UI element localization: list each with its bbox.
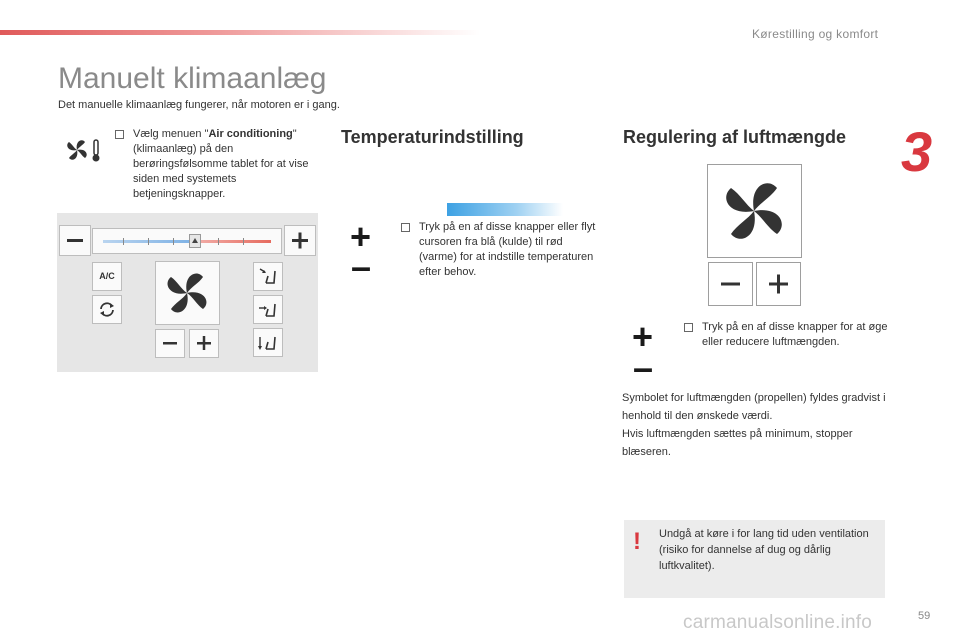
chapter-number: 3: [901, 120, 933, 183]
airflow-description-1: Symbolet for luftmængden (propellen) fyldes gradvist i henhold til den ønskede værdi.: [622, 392, 886, 422]
minus-icon: [709, 263, 752, 305]
airflow-bottom-button[interactable]: [253, 328, 283, 357]
seat-airflow-middle-icon: [254, 296, 282, 323]
temperature-instruction: [419, 220, 599, 280]
airflow-description: [622, 389, 892, 461]
slider-tick: [218, 238, 219, 245]
slider-tick: [123, 238, 124, 245]
temperature-minus-symbol: –: [351, 246, 372, 287]
seat-airflow-top-icon: [254, 263, 282, 290]
airflow-minus-symbol: –: [633, 347, 654, 388]
recirculation-button[interactable]: [92, 295, 122, 324]
airflow-instruction-text: Tryk på en af disse knapper for at øge eller reducere luftmængden.: [702, 321, 888, 348]
fan-plus-button[interactable]: [189, 329, 219, 358]
slider-tick: [173, 238, 174, 245]
watermark: carmanualsonline.info: [683, 612, 873, 633]
minus-icon: [156, 330, 184, 357]
header-accent-bar: [0, 30, 480, 35]
airflow-top-button[interactable]: [253, 262, 283, 291]
page-number: 59: [918, 610, 931, 622]
airflow-plus-symbol: +: [632, 316, 654, 357]
recirculation-icon: [93, 296, 121, 323]
temp-plus-button[interactable]: [284, 225, 316, 256]
slider-track-cold: [103, 240, 191, 243]
ac-label: A/C: [99, 271, 115, 281]
step-open-menu: [133, 127, 318, 202]
plus-icon: [757, 263, 800, 305]
chapter-title: Kørestilling og komfort: [752, 27, 879, 41]
plus-icon: [190, 330, 218, 357]
temperature-slider[interactable]: [92, 228, 282, 254]
plus-icon: [285, 226, 315, 255]
slider-track-warm: [201, 240, 271, 243]
seat-airflow-bottom-icon: [254, 329, 282, 356]
notice-text: Undgå at køre i for lang tid uden ventilation (risiko for dannelse af dug og dårlig luftkvalitet).: [659, 528, 869, 572]
airflow-description-2: Hvis luftmængden sættes på minimum, stopper blæseren.: [622, 428, 853, 458]
step-menu-text-before: Vælg menuen ": [133, 128, 209, 140]
airflow-minus-button[interactable]: [708, 262, 753, 306]
step-menu-bold: Air conditioning: [208, 128, 293, 140]
fan-icon: [708, 165, 801, 257]
fan-minus-button[interactable]: [155, 329, 185, 358]
minus-icon: [60, 226, 90, 255]
bullet-square-icon: [684, 323, 693, 332]
temperature-heading: Temperaturindstilling: [341, 127, 524, 147]
ac-button[interactable]: [92, 262, 122, 291]
step-menu-text-after: " (klimaanlæg) på den berøringsfølsomme tablet for at vise siden med systemets betjeningsknapper.: [133, 128, 309, 200]
airflow-fan-display: [707, 164, 802, 258]
warning-icon: !: [633, 528, 641, 555]
climate-menu-icon: [64, 136, 104, 164]
bullet-square-icon: [115, 130, 124, 139]
temperature-instruction-text: Tryk på en af disse knapper eller flyt cursoren fra blå (kulde) til rød (varme) for at indstille temperaturen efter behov.: [419, 221, 596, 278]
airflow-instruction: [702, 320, 888, 350]
slider-tick: [148, 238, 149, 245]
fan-icon: [156, 262, 219, 324]
airflow-heading: Regulering af luftmængde: [623, 127, 847, 147]
intro-text: Det manuelle klimaanlæg fungerer, når motoren er i gang.: [58, 99, 340, 111]
temperature-plus-symbol: +: [350, 216, 372, 257]
airflow-plus-button[interactable]: [756, 262, 801, 306]
temp-minus-button[interactable]: [59, 225, 91, 256]
airflow-middle-button[interactable]: [253, 295, 283, 324]
bullet-square-icon: [401, 223, 410, 232]
slider-tick: [243, 238, 244, 245]
page-title: Manuelt klimaanlæg: [58, 62, 327, 95]
fan-display: [155, 261, 220, 325]
slider-cursor[interactable]: [189, 234, 201, 248]
ventilation-notice: [624, 520, 885, 598]
temperature-gradient-bar: [447, 203, 563, 216]
